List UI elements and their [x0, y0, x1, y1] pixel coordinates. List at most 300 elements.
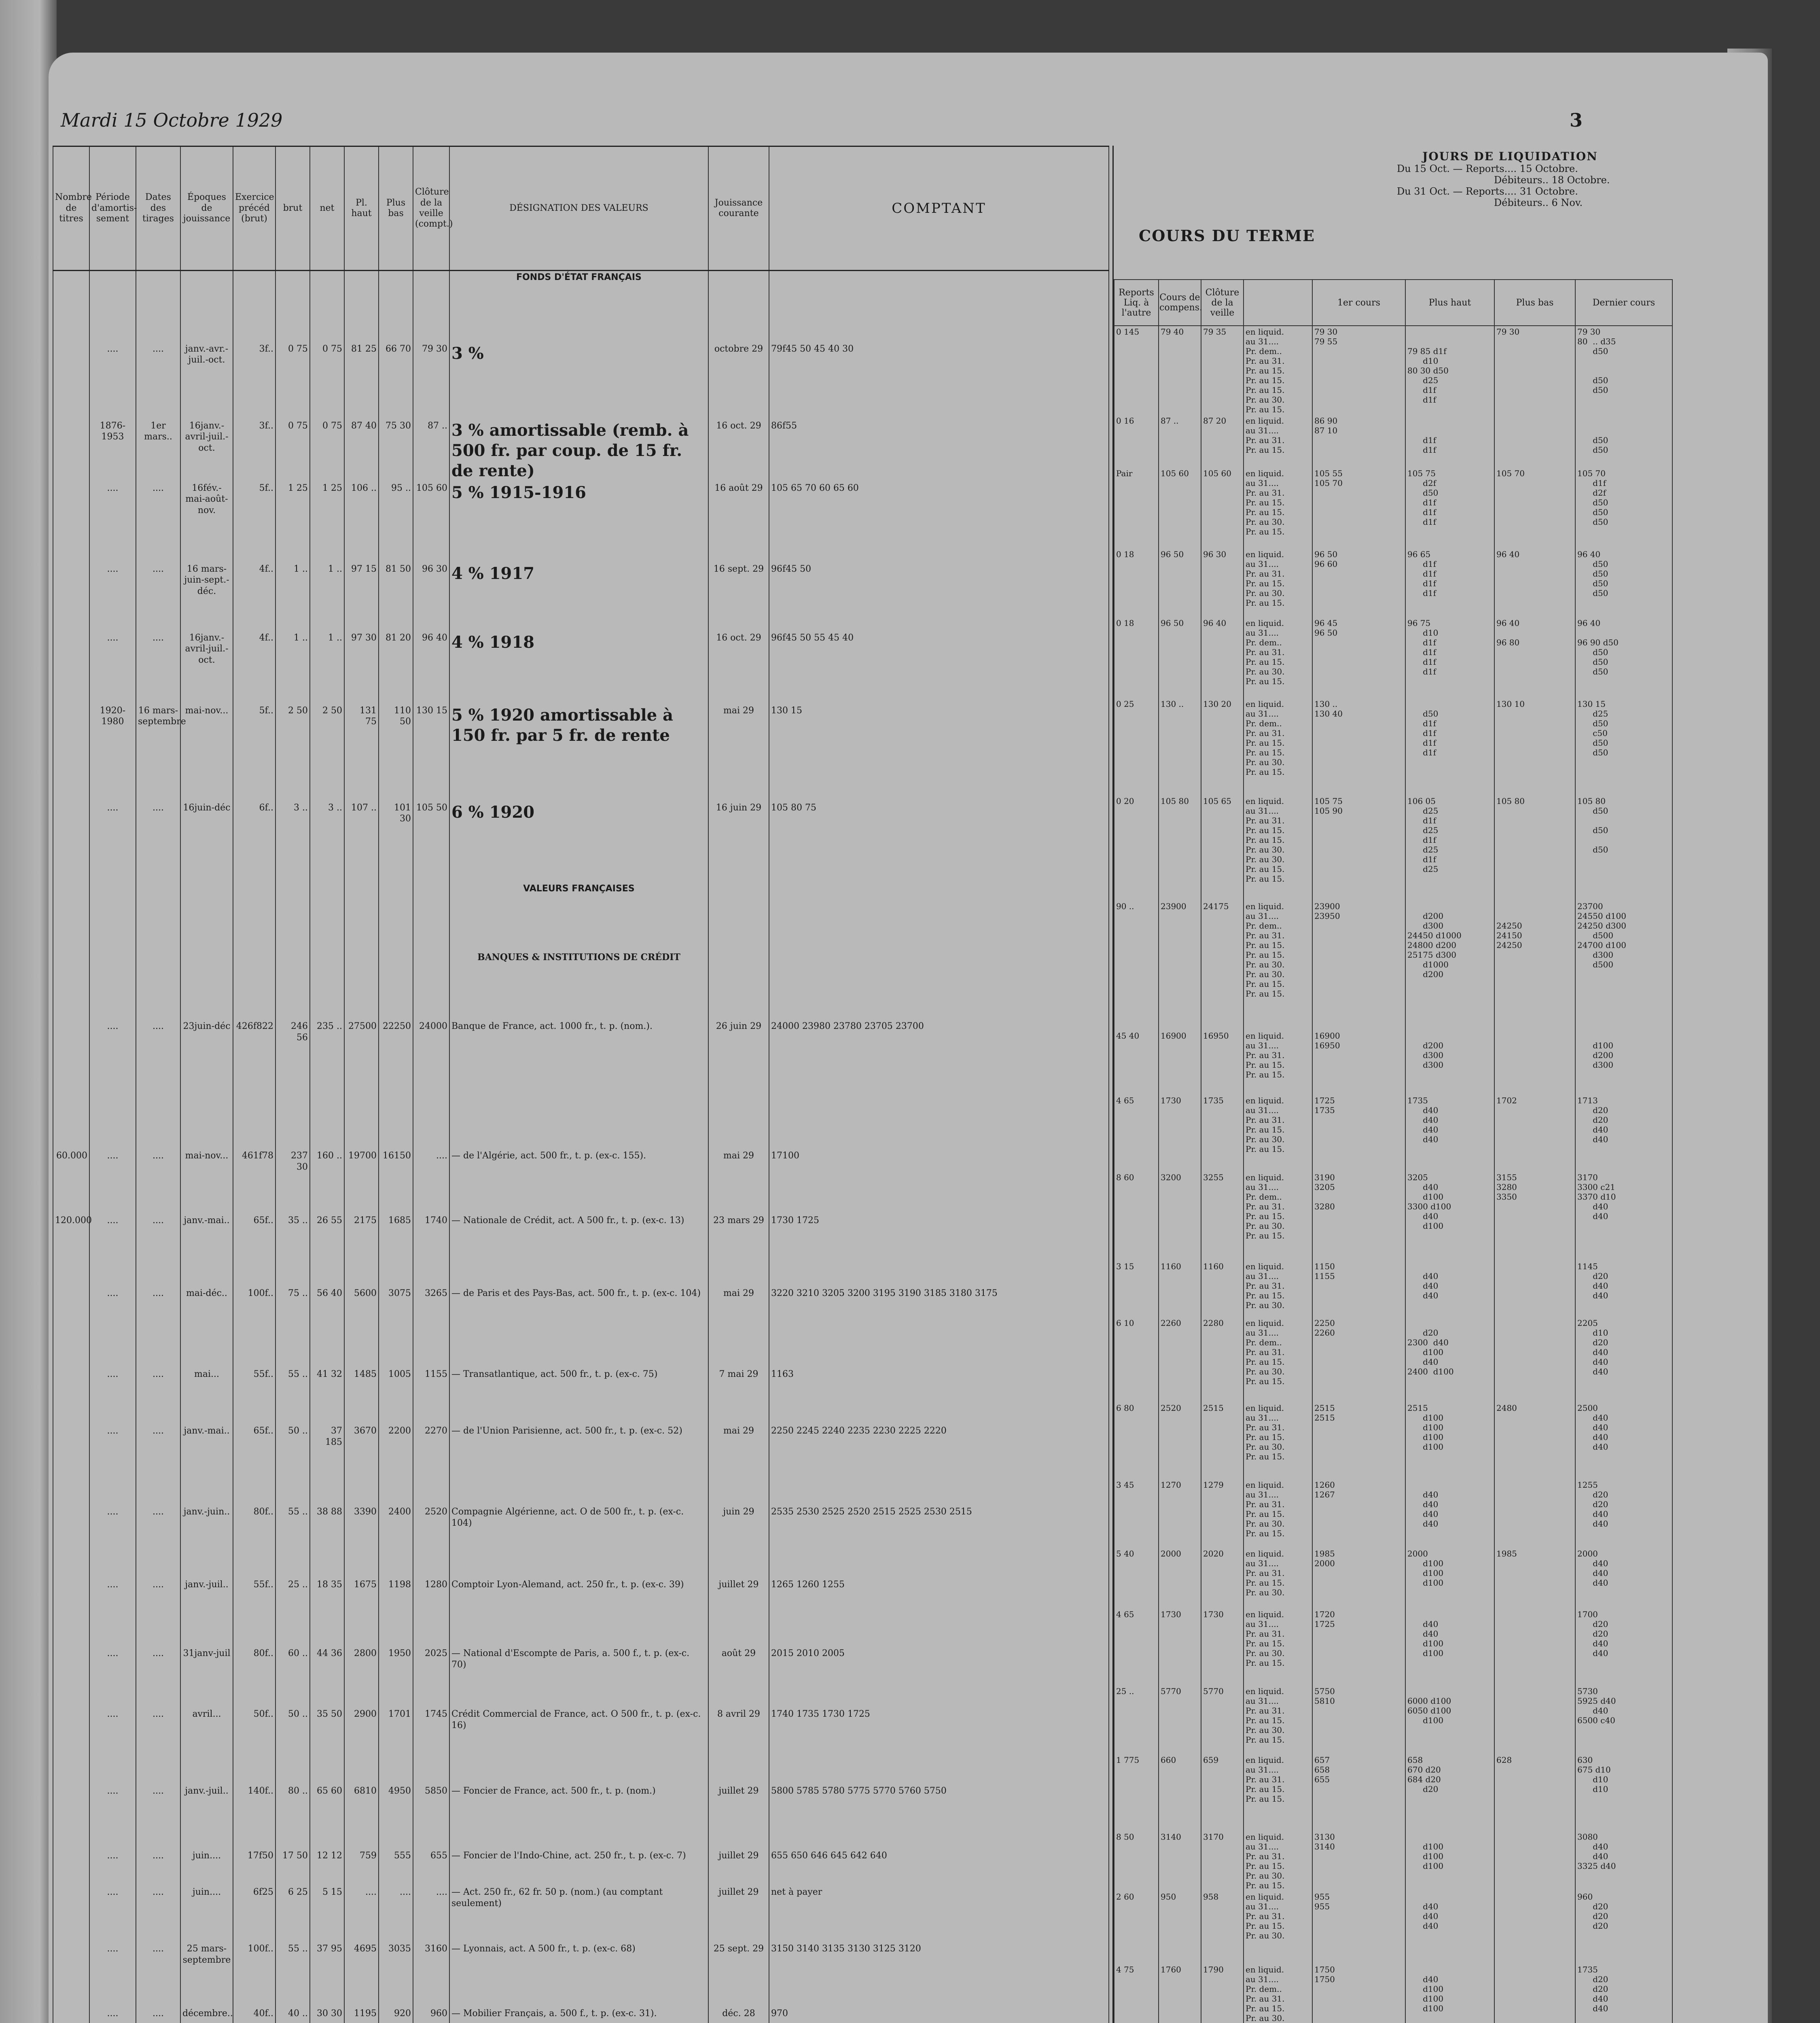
terme-cell-haut: 96 75 d10 d1f d1f d1f d1f: [1405, 617, 1494, 698]
terme-cell-compens: 1760: [1159, 1964, 1201, 2023]
cell-periode: ....: [89, 1020, 136, 1149]
cell-haut: 81 25: [344, 343, 379, 420]
terme-row: [1114, 698, 1672, 795]
cell-jouissance: mai 29: [708, 1149, 769, 1214]
cell-epoque: janv.-juil..: [180, 1578, 233, 1647]
terme-cell-terms: en liquid. au 31.... Pr. dem.. Pr. au 31. Pr. au 15. Pr. au 15. Pr. au 30. Pr. au 15.: [1244, 698, 1312, 795]
cell-epoque: décembre..: [180, 2007, 233, 2023]
cell-comptant: 86f55: [769, 420, 1109, 482]
cell-epoque: 16janv.-avril-juil.-oct.: [180, 632, 233, 704]
terme-row: [1114, 1095, 1672, 1172]
terme-cell-reports: 4 75: [1114, 1964, 1159, 2023]
cours-du-terme-panel: [1112, 146, 1672, 2023]
terme-cell-cloture: 5770: [1201, 1686, 1244, 1754]
cell-comptant: 655 650 646 645 642 640: [769, 1849, 1109, 1886]
cell-nombre: [53, 1708, 89, 1785]
cell-nombre: [53, 1849, 89, 1886]
spacer-cell: [344, 951, 379, 1020]
cell-brut: 75 ..: [275, 1287, 310, 1368]
cell-cloture: 96 40: [413, 632, 449, 704]
cell-nombre: 60.000: [53, 1149, 89, 1214]
terme-cell-terms: en liquid. au 31.... Pr. dem.. Pr. au 31. Pr. au 15. Pr. au 30. Pr. au 15.: [1244, 617, 1312, 698]
spacer-cell: [275, 951, 310, 1020]
spacer-cell: [413, 882, 449, 951]
col-nombre: Nombre de titres: [53, 146, 89, 271]
cell-exercice: 65f..: [233, 1214, 275, 1287]
terme-cell-dernier: 79 30 80 .. d35 d50 d50 d50: [1575, 326, 1672, 415]
cell-jouissance: 7 mai 29: [708, 1368, 769, 1425]
cell-cloture: ....: [413, 1149, 449, 1214]
cell-dates: ....: [136, 1785, 180, 1849]
cell-net: 3 ..: [310, 802, 344, 882]
table-row: [53, 1287, 1109, 1368]
cell-dates: ....: [136, 1886, 180, 1942]
spacer-cell: [136, 271, 180, 343]
cell-exercice: 80f..: [233, 1506, 275, 1578]
cell-jouissance: déc. 28: [708, 2007, 769, 2023]
cell-nombre: 120.000: [53, 1214, 89, 1287]
terme-cell-bas: [1494, 1317, 1575, 1402]
terme-cell-bas: [1494, 1609, 1575, 1686]
cell-comptant: 96f45 50 55 45 40: [769, 632, 1109, 704]
cell-periode: 1876-1953: [89, 420, 136, 482]
table-row: [53, 482, 1109, 563]
cell-exercice: 5f..: [233, 704, 275, 802]
liquidation-title: JOURS DE LIQUIDATION: [1422, 150, 1598, 163]
cell-cloture: 2025: [413, 1647, 449, 1708]
terme-cell-reports: 0 18: [1114, 617, 1159, 698]
spacer-cell: [180, 951, 233, 1020]
cell-cloture: 105 50: [413, 802, 449, 882]
cell-cloture: 1745: [413, 1708, 449, 1785]
terme-cell-compens: 660: [1159, 1754, 1201, 1831]
cell-designation: 4 % 1917: [449, 563, 708, 632]
spacer-cell: [769, 951, 1109, 1020]
terme-cell-cloture: 3255: [1201, 1172, 1244, 1261]
table-row: [53, 1020, 1109, 1149]
terme-cell-terms: en liquid. au 31.... Pr. au 31. Pr. au 15. Pr. au 15. Pr. au 30. Pr. au 30. Pr. au 15. Pr. au 15.: [1244, 795, 1312, 901]
cell-exercice: 4f..: [233, 632, 275, 704]
terme-cell-dernier: 1145 d20 d40 d40: [1575, 1261, 1672, 1317]
col-periode: Période d'amortis-sement: [89, 146, 136, 271]
terme-cell-reports: 0 20: [1114, 795, 1159, 901]
cell-jouissance: 16 sept. 29: [708, 563, 769, 632]
terme-cell-bas: [1494, 1964, 1575, 2023]
terme-row: [1114, 1548, 1672, 1609]
cell-brut: 80 ..: [275, 1785, 310, 1849]
cell-net: 37 185: [310, 1425, 344, 1506]
cell-comptant: 17100: [769, 1149, 1109, 1214]
cell-jouissance: octobre 29: [708, 343, 769, 420]
terme-cell-dernier: 2000 d40 d40 d40: [1575, 1548, 1672, 1609]
spacer-cell: [53, 271, 89, 343]
spacer-cell: [136, 951, 180, 1020]
cell-jouissance: juillet 29: [708, 1578, 769, 1647]
terme-row: [1114, 1402, 1672, 1479]
cell-jouissance: juillet 29: [708, 1785, 769, 1849]
terme-cell-dernier: 130 15 d25 d50 c50 d50 d50: [1575, 698, 1672, 795]
terme-cell-haut: 6000 d100 6050 d100 d100: [1405, 1686, 1494, 1754]
terme-cell-bas: 3155 3280 3350: [1494, 1172, 1575, 1261]
terme-cell-compens: 96 50: [1159, 617, 1201, 698]
terme-cell-compens: 3140: [1159, 1831, 1201, 1891]
terme-cell-cloture: 87 20: [1201, 415, 1244, 468]
terme-cell-cloture: 2280: [1201, 1317, 1244, 1402]
terme-row: [1114, 1891, 1672, 1964]
terme-cell-bas: [1494, 1686, 1575, 1754]
cell-epoque: 16 mars-juin-sept.-déc.: [180, 563, 233, 632]
cell-nombre: [53, 1942, 89, 2007]
cell-comptant: 1740 1735 1730 1725: [769, 1708, 1109, 1785]
cell-jouissance: 16 juin 29: [708, 802, 769, 882]
spacer-cell: [89, 951, 136, 1020]
cell-comptant: 1730 1725: [769, 1214, 1109, 1287]
terme-cell-cloture: 24175: [1201, 901, 1244, 1030]
cell-cloture: 1155: [413, 1368, 449, 1425]
cell-jouissance: juillet 29: [708, 1849, 769, 1886]
cell-periode: ....: [89, 632, 136, 704]
table-row: [53, 704, 1109, 802]
col-bas: Plus bas: [1494, 280, 1575, 326]
cell-dates: ....: [136, 1287, 180, 1368]
cell-exercice: 100f..: [233, 1942, 275, 2007]
table-row: [53, 420, 1109, 482]
terme-cell-cloture: 1279: [1201, 1479, 1244, 1548]
terme-cell-compens: 3200: [1159, 1172, 1201, 1261]
terme-cell-bas: 1985: [1494, 1548, 1575, 1609]
cell-nombre: [53, 1368, 89, 1425]
cell-periode: ....: [89, 1287, 136, 1368]
cell-nombre: [53, 1020, 89, 1149]
terme-row: [1114, 1964, 1672, 2023]
terme-cell-cloture: 2515: [1201, 1402, 1244, 1479]
cell-epoque: 25 mars-septembre: [180, 1942, 233, 2007]
terme-cell-premier: 2515 2515: [1312, 1402, 1405, 1479]
terme-row: [1114, 1686, 1672, 1754]
newspaper-page: [49, 53, 1768, 2023]
cell-nombre: [53, 1506, 89, 1578]
terme-cell-premier: 105 75 105 90: [1312, 795, 1405, 901]
terme-cell-terms: en liquid. au 31.... Pr. dem.. Pr. au 31. Pr. au 15. Pr. au 15. Pr. au 15. Pr. au 30. Pr. au 15.: [1244, 326, 1312, 415]
terme-cell-terms: en liquid. au 31.... Pr. dem.. Pr. au 31. Pr. au 15. Pr. au 15. Pr. au 30. Pr. au 30. Pr. au 15. Pr. au 15.: [1244, 901, 1312, 1030]
cell-brut: 6 25: [275, 1886, 310, 1942]
terme-cell-premier: 23900 23950: [1312, 901, 1405, 1030]
cell-net: 41 32: [310, 1368, 344, 1425]
page-date: Mardi 15 Octobre 1929: [61, 109, 283, 131]
terme-table: [1114, 279, 1673, 2023]
cell-brut: 246 56: [275, 1020, 310, 1149]
cell-exercice: 3f..: [233, 343, 275, 420]
liquidation-line: Du 31 Oct. — Reports.... 31 Octobre.: [1397, 186, 1578, 197]
cell-haut: 1675: [344, 1578, 379, 1647]
terme-cell-dernier: 630 675 d10 d10 d10: [1575, 1754, 1672, 1831]
cell-nombre: [53, 802, 89, 882]
cell-haut: 27500: [344, 1020, 379, 1149]
cell-dates: ....: [136, 1149, 180, 1214]
terme-cell-terms: en liquid. au 31.... Pr. au 31. Pr. au 15. Pr. au 15. Pr. au 30. Pr. au 15.: [1244, 468, 1312, 549]
spacer-cell: [310, 882, 344, 951]
terme-cell-dernier: 5730 5925 d40 d40 6500 c40: [1575, 1686, 1672, 1754]
terme-cell-cloture: 2020: [1201, 1548, 1244, 1609]
terme-cell-terms: en liquid. au 31.... Pr. au 31. Pr. au 15. Pr. au 15.: [1244, 1030, 1312, 1095]
cell-dates: ....: [136, 1020, 180, 1149]
cell-periode: 1920-1980: [89, 704, 136, 802]
terme-cell-reports: 0 16: [1114, 415, 1159, 468]
cell-designation: — Nationale de Crédit, act. A 500 fr., t. p. (ex-c. 13): [449, 1214, 708, 1287]
cell-periode: ....: [89, 1578, 136, 1647]
terme-cell-dernier: 1713 d20 d20 d40 d40: [1575, 1095, 1672, 1172]
cell-haut: 3670: [344, 1425, 379, 1506]
section-row: [53, 882, 1109, 951]
cell-cloture: ....: [413, 1886, 449, 1942]
terme-row: [1114, 415, 1672, 468]
terme-cell-compens: 96 50: [1159, 549, 1201, 617]
terme-cell-terms: en liquid. au 31.... Pr. dem.. Pr. au 31. Pr. au 15. Pr. au 30. Pr. au 15.: [1244, 1317, 1312, 1402]
cell-designation: 5 % 1920 amortissable à 150 fr. par 5 fr. de rente: [449, 704, 708, 802]
cell-designation: — Act. 250 fr., 62 fr. 50 p. (nom.) (au comptant seulement): [449, 1886, 708, 1942]
terme-cell-compens: 79 40: [1159, 326, 1201, 415]
terme-cell-premier: 657 658 655: [1312, 1754, 1405, 1831]
spacer-cell: [275, 882, 310, 951]
cell-cloture: 3265: [413, 1287, 449, 1368]
cell-periode: ....: [89, 1506, 136, 1578]
terme-row: [1114, 901, 1672, 1030]
terme-cell-compens: 23900: [1159, 901, 1201, 1030]
terme-cell-reports: 6 80: [1114, 1402, 1159, 1479]
cell-bas: 1198: [379, 1578, 413, 1647]
spacer-cell: [379, 882, 413, 951]
cell-jouissance: 16 août 29: [708, 482, 769, 563]
cell-jouissance: mai 29: [708, 1287, 769, 1368]
spacer-cell: [769, 271, 1109, 343]
table-row: [53, 1506, 1109, 1578]
terme-cell-bas: 1702: [1494, 1095, 1575, 1172]
cell-exercice: 5f..: [233, 482, 275, 563]
cell-nombre: [53, 343, 89, 420]
cell-periode: ....: [89, 1425, 136, 1506]
terme-cell-cloture: 659: [1201, 1754, 1244, 1831]
cell-periode: ....: [89, 1647, 136, 1708]
spacer-cell: [180, 882, 233, 951]
table-row: [53, 1785, 1109, 1849]
cell-designation: — Foncier de France, act. 500 fr., t. p. (nom.): [449, 1785, 708, 1849]
comptant-table: [53, 146, 1109, 2023]
cell-nombre: [53, 482, 89, 563]
cell-dates: ....: [136, 2007, 180, 2023]
cell-cloture: 3160: [413, 1942, 449, 2007]
cell-designation: — de Paris et des Pays-Bas, act. 500 fr., t. p. (ex-c. 104): [449, 1287, 708, 1368]
cell-dates: 1er mars..: [136, 420, 180, 482]
cell-cloture: 960: [413, 2007, 449, 2023]
cell-net: 26 55: [310, 1214, 344, 1287]
cell-comptant: 2535 2530 2525 2520 2515 2525 2530 2515: [769, 1506, 1109, 1578]
cell-exercice: 100f..: [233, 1287, 275, 1368]
terme-cell-dernier: 105 70 d1f d2f d50 d50 d50: [1575, 468, 1672, 549]
table-row: [53, 2007, 1109, 2023]
cell-designation: — de l'Algérie, act. 500 fr., t. p. (ex-c. 155).: [449, 1149, 708, 1214]
cell-comptant: net à payer: [769, 1886, 1109, 1942]
cell-periode: ....: [89, 563, 136, 632]
cell-epoque: 16juin-déc: [180, 802, 233, 882]
terme-cell-bas: [1494, 415, 1575, 468]
cell-net: 1 ..: [310, 632, 344, 704]
cell-comptant: 3220 3210 3205 3200 3195 3190 3185 3180 3175: [769, 1287, 1109, 1368]
spacer-cell: [275, 271, 310, 343]
cell-cloture: 24000: [413, 1020, 449, 1149]
terme-cell-reports: 3 15: [1114, 1261, 1159, 1317]
cell-exercice: 65f..: [233, 1425, 275, 1506]
cell-dates: ....: [136, 1506, 180, 1578]
terme-cell-haut: d40 d40 d40: [1405, 1261, 1494, 1317]
cell-comptant: 5800 5785 5780 5775 5770 5760 5750: [769, 1785, 1109, 1849]
cell-brut: 40 ..: [275, 2007, 310, 2023]
cell-dates: ....: [136, 1708, 180, 1785]
cell-jouissance: 16 oct. 29: [708, 632, 769, 704]
table-row: [53, 802, 1109, 882]
cell-comptant: 79f45 50 45 40 30: [769, 343, 1109, 420]
terme-cell-reports: 90 ..: [1114, 901, 1159, 1030]
cell-nombre: [53, 1578, 89, 1647]
cell-dates: ....: [136, 482, 180, 563]
cell-periode: ....: [89, 343, 136, 420]
terme-cell-haut: 2000 d100 d100 d100: [1405, 1548, 1494, 1609]
cell-nombre: [53, 1886, 89, 1942]
cell-epoque: janv.-juil..: [180, 1785, 233, 1849]
terme-cell-premier: 86 90 87 10: [1312, 415, 1405, 468]
cell-nombre: [53, 1287, 89, 1368]
cell-jouissance: 26 juin 29: [708, 1020, 769, 1149]
terme-cell-bas: [1494, 1891, 1575, 1964]
cell-net: 30 30: [310, 2007, 344, 2023]
cell-periode: ....: [89, 1368, 136, 1425]
cell-haut: 106 ..: [344, 482, 379, 563]
terme-cell-haut: 2515 d100 d100 d100 d100: [1405, 1402, 1494, 1479]
terme-cell-terms: en liquid. au 31.... Pr. au 31. Pr. au 15. Pr. au 30. Pr. au 15.: [1244, 549, 1312, 617]
terme-cell-haut: d100 d100 d100: [1405, 1831, 1494, 1891]
terme-cell-haut: 658 670 d20 684 d20 d20: [1405, 1754, 1494, 1831]
terme-cell-bas: 105 80: [1494, 795, 1575, 901]
cell-bas: 3035: [379, 1942, 413, 2007]
cell-bas: 22250: [379, 1020, 413, 1149]
col-brut: brut: [275, 146, 310, 271]
terme-cell-reports: 6 10: [1114, 1317, 1159, 1402]
cell-exercice: 17f50: [233, 1849, 275, 1886]
section-row: [53, 271, 1109, 343]
col-exercice: Exercice précéd (brut): [233, 146, 275, 271]
terme-cell-cloture: 3170: [1201, 1831, 1244, 1891]
cell-net: 1 25: [310, 482, 344, 563]
terme-row: [1114, 1479, 1672, 1548]
terme-cell-premier: 96 50 96 60: [1312, 549, 1405, 617]
cell-haut: 2900: [344, 1708, 379, 1785]
terme-cell-bas: 96 40: [1494, 549, 1575, 617]
terme-cell-compens: 1730: [1159, 1609, 1201, 1686]
terme-cell-reports: 8 50: [1114, 1831, 1159, 1891]
terme-cell-terms: en liquid. au 31.... Pr. au 31. Pr. au 15. Pr. au 30. Pr. au 15.: [1244, 1686, 1312, 1754]
col-terme-cloture: Clôture de la veille: [1201, 280, 1244, 326]
cell-comptant: 3150 3140 3135 3130 3125 3120: [769, 1942, 1109, 2007]
cell-brut: 1 ..: [275, 632, 310, 704]
cell-epoque: mai-nov...: [180, 704, 233, 802]
terme-row: [1114, 617, 1672, 698]
cell-periode: ....: [89, 482, 136, 563]
cell-epoque: 31janv-juil: [180, 1647, 233, 1708]
cell-epoque: janv.-mai..: [180, 1425, 233, 1506]
spacer-cell: [310, 271, 344, 343]
terme-cell-compens: 1160: [1159, 1261, 1201, 1317]
terme-cell-reports: 0 18: [1114, 549, 1159, 617]
terme-cell-haut: d40 d100 d100 d100: [1405, 1964, 1494, 2023]
cell-net: 44 36: [310, 1647, 344, 1708]
cell-brut: 2 50: [275, 704, 310, 802]
spacer-cell: [136, 882, 180, 951]
cell-bas: 555: [379, 1849, 413, 1886]
table-row: [53, 1425, 1109, 1506]
table-row: [53, 343, 1109, 420]
cell-comptant: 970: [769, 2007, 1109, 2023]
spacer-cell: [413, 271, 449, 343]
terme-cell-premier: 96 45 96 50: [1312, 617, 1405, 698]
cell-periode: ....: [89, 1849, 136, 1886]
cell-net: 1 ..: [310, 563, 344, 632]
cell-haut: 131 75: [344, 704, 379, 802]
terme-cell-dernier: 3080 d40 d40 3325 d40: [1575, 1831, 1672, 1891]
cell-bas: 2400: [379, 1506, 413, 1578]
cell-epoque: janv.-juin..: [180, 1506, 233, 1578]
cell-epoque: juin....: [180, 1886, 233, 1942]
terme-cell-terms: en liquid. au 31.... Pr. au 31. Pr. au 15. Pr. au 30. Pr. au 15.: [1244, 1095, 1312, 1172]
cell-exercice: 4f..: [233, 563, 275, 632]
spacer-cell: [344, 271, 379, 343]
terme-cell-compens: 105 60: [1159, 468, 1201, 549]
cell-jouissance: 25 sept. 29: [708, 1942, 769, 2007]
cell-jouissance: mai 29: [708, 1425, 769, 1506]
cell-epoque: mai-déc..: [180, 1287, 233, 1368]
section-title: VALEURS FRANÇAISES: [449, 882, 708, 951]
cell-epoque: mai-nov...: [180, 1149, 233, 1214]
terme-cell-bas: [1494, 1831, 1575, 1891]
cell-designation: 6 % 1920: [449, 802, 708, 882]
col-plus-bas: Plus bas: [379, 146, 413, 271]
terme-cell-premier: 2250 2260: [1312, 1317, 1405, 1402]
cell-comptant: 105 65 70 60 65 60: [769, 482, 1109, 563]
cell-epoque: janv.-avr.-juil.-oct.: [180, 343, 233, 420]
terme-cell-cloture: 105 60: [1201, 468, 1244, 549]
terme-cell-dernier: 1735 d20 d20 d40 d40: [1575, 1964, 1672, 2023]
cell-bas: 95 ..: [379, 482, 413, 563]
cell-jouissance: juillet 29: [708, 1886, 769, 1942]
cell-haut: 1485: [344, 1368, 379, 1425]
cell-haut: 4695: [344, 1942, 379, 2007]
cell-designation: — Foncier de l'Indo-Chine, act. 250 fr., t. p. (ex-c. 7): [449, 1849, 708, 1886]
terme-cell-dernier: 960 d20 d20 d20: [1575, 1891, 1672, 1964]
section-row: [53, 951, 1109, 1020]
terme-cell-cloture: 96 30: [1201, 549, 1244, 617]
cell-periode: ....: [89, 1785, 136, 1849]
cell-bas: 110 50: [379, 704, 413, 802]
terme-cell-terms: en liquid. au 31.... Pr. dem.. Pr. au 31. Pr. au 15. Pr. au 30.: [1244, 1964, 1312, 2023]
liquidation-line: Du 15 Oct. — Reports.... 15 Octobre.: [1397, 163, 1578, 174]
terme-cell-compens: 105 80: [1159, 795, 1201, 901]
terme-cell-dernier: 105 80 d50 d50 d50: [1575, 795, 1672, 901]
terme-cell-premier: 1750 1750: [1312, 1964, 1405, 2023]
table-header: [53, 146, 1109, 271]
col-jouissance: Jouissance courante: [708, 146, 769, 271]
cell-brut: 50 ..: [275, 1425, 310, 1506]
table-row: [53, 1214, 1109, 1287]
section-title: BANQUES & INSTITUTIONS DE CRÉDIT: [449, 951, 708, 1020]
cell-exercice: 3f..: [233, 420, 275, 482]
